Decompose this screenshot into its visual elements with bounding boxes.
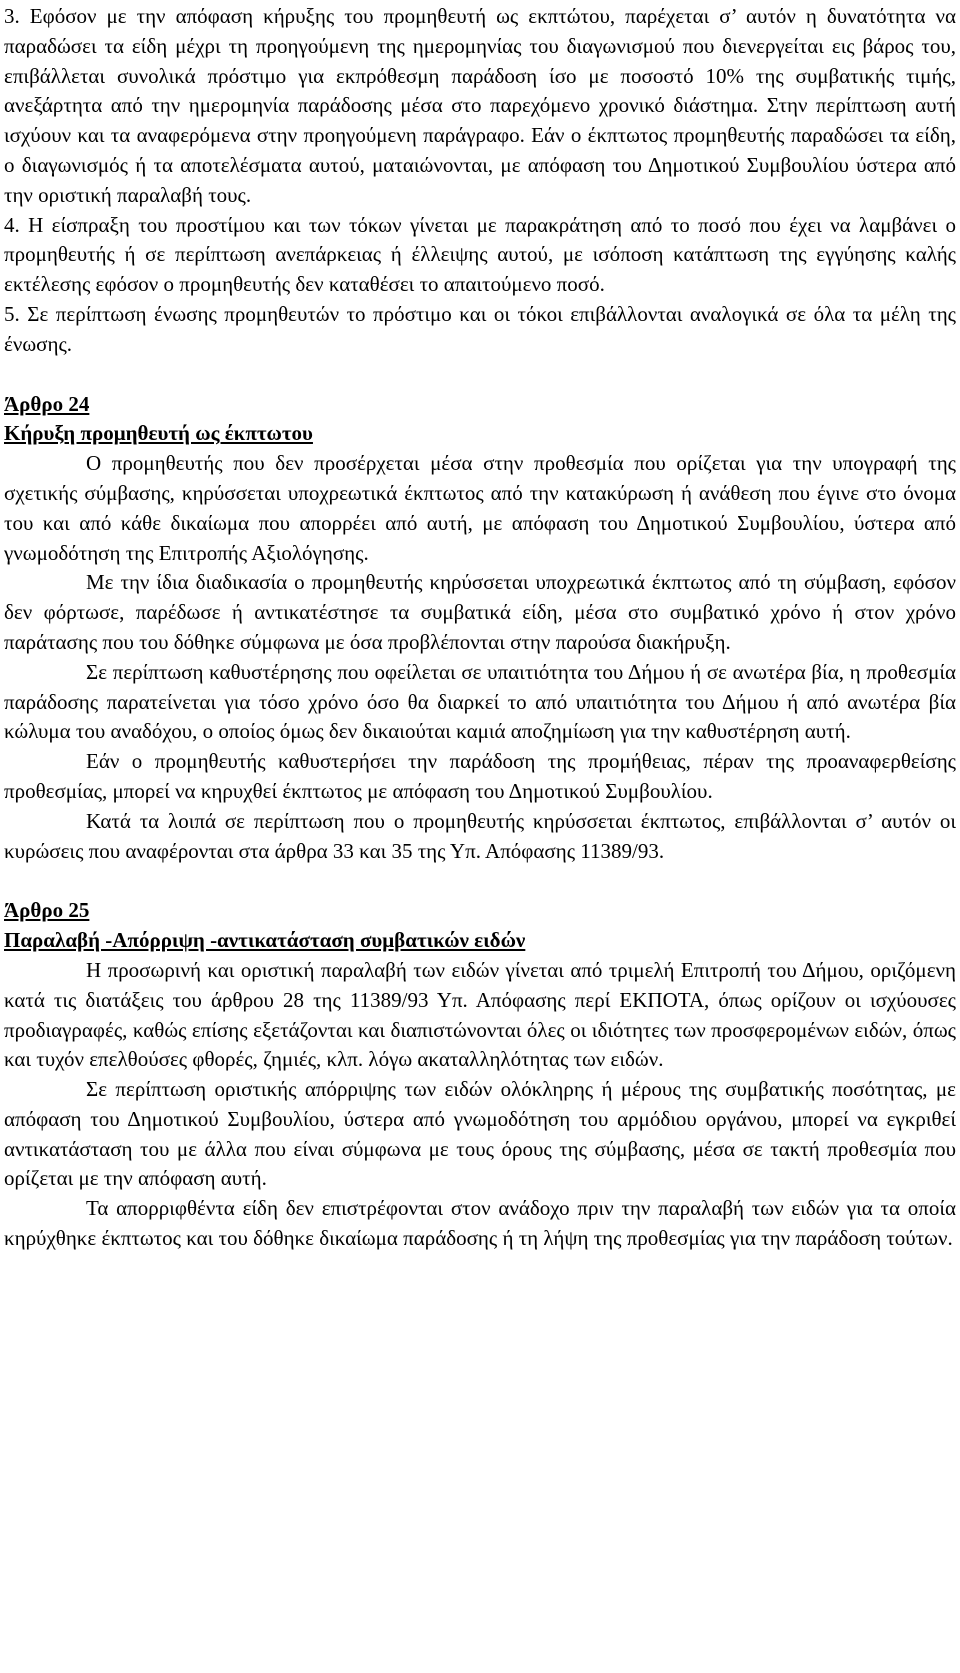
article-25-title: Παραλαβή -Απόρριψη -αντικατάσταση συμβατικών ειδών	[4, 928, 526, 953]
section-spacer	[4, 866, 956, 896]
article-24-paragraph: Εάν ο προμηθευτής καθυστερήσει την παράδοση της προμήθειας, πέραν της προαναφερθείσης προθεσμίας, μπορεί να κηρυχθεί έκπτωτος με απόφαση του Δημοτικού Συμβουλίου.	[4, 749, 956, 803]
paragraph-4: 4. Η είσπραξη του προστίμου και των τόκων γίνεται με παρακράτηση από το ποσό που έχει να λαμβάνει ο προμηθευτής ή σε περίπτωση ανεπάρκειας ή έλλειψης αυτού, με ισόποση κατάπτωση της εγγύησης καλής εκτέλεσης εφόσον ο προμηθευτής δεν καταθέσει το απαιτούμενο ποσό.	[4, 212, 956, 297]
article-25-paragraph: Τα απορριφθέντα είδη δεν επιστρέφονται στον ανάδοχο πριν την παραλαβή των ειδών για τα οποία κηρύχθηκε έκπτωτος και του δόθηκε δικαίωμα παράδοσης ή τη λήψη της προθεσμίας για την παράδοση τούτων.	[4, 1196, 956, 1251]
article-24-paragraph: Σε περίπτωση καθυστέρησης που οφείλεται σε υπαιτιότητα του Δήμου ή σε ανωτέρα βία, η προθεσμία παράδοσης παρατείνεται για τόσο χρόνο όσο θα διαρκεί το από υπαιτιότητα του Δήμου ή από ανωτέρα βία κώλυμα του αναδόχου, ο οποίος όμως δεν δικαιούται καμιά αποζημίωση για την καθυστέρηση αυτή.	[4, 659, 956, 744]
section-spacer	[4, 360, 956, 390]
article-24-paragraph: Ο προμηθευτής που δεν προσέρχεται μέσα στην προθεσμία που ορίζεται για την υπογραφή της σχετικής σύμβασης, κηρύσσεται υποχρεωτικά έκπτωτος από την κατακύρωση ή ανάθεση που έγινε στο όνομα του και από κάθε δικαίωμα που απορρέει από αυτή, με απόφαση του Δημοτικού Συμβουλίου, ύστερα από γνωμοδότηση της Επιτροπής Αξιολόγησης.	[4, 451, 956, 565]
article-25-number: Άρθρο 25	[4, 898, 90, 923]
article-24-paragraph: Με την ίδια διαδικασία ο προμηθευτής κηρύσσεται υποχρεωτικά έκπτωτος από τη σύμβαση, εφόσον δεν φόρτωσε, παρέδωσε ή αντικατέστησε τα συμβατικά είδη, μέσα στο συμβατικό χρόνο ή στον χρόνο παράτασης που του δόθηκε σύμφωνα με όσα προβλέπονται στην παρούσα διακήρυξη.	[4, 570, 956, 654]
article-24	[4, 390, 956, 867]
article-24-paragraph: Κατά τα λοιπά σε περίπτωση που ο προμηθευτής κηρύσσεται έκπτωτος, επιβάλλονται σ’ αυτόν οι κυρώσεις που αναφέρονται στα άρθρα 33 και 35 της Υπ. Απόφασης 11389/93.	[4, 808, 956, 863]
paragraph-5: 5. Σε περίπτωση ένωσης προμηθευτών το πρόστιμο και οι τόκοι επιβάλλονται αναλογικά σε όλα τα μέλη της ένωσης.	[4, 301, 956, 356]
article-25-paragraph: Η προσωρινή και οριστική παραλαβή των ειδών γίνεται από τριμελή Επιτροπή του Δήμου, οριζόμενη κατά τις διατάξεις του άρθρου 28 της 11389/93 Υπ. Απόφασης περί ΕΚΠΟΤΑ, όπως ορίζουν οι ισχύουσες προδιαγραφές, καθώς επίσης εξετάζονται και διαπιστώνονται όλες οι ιδιότητες των προσφερομένων ειδών, όπως και τυχόν επελθούσες φθορές, ζημιές, κλπ. λόγω ακαταλληλότητας των ειδών.	[4, 957, 956, 1072]
article-25	[4, 896, 956, 1254]
paragraph-3: 3. Εφόσον με την απόφαση κήρυξης του προμηθευτή ως εκπτώτου, παρέχεται σ’ αυτόν η δυνατότητα να παραδώσει τα είδη μέχρι τη προηγούμενη της ημερομηνίας του διαγωνισμού που διενεργείται εις βάρος του, επιβάλλεται συνολικά πρόστιμο για εκπρόθεσμη παράδοση ίσο με ποσοστό 10% της συμβατικής τιμής, ανεξάρτητα από την ημερομηνία παράδοσης μέσα στο παρεχόμενο χρονικό διάστημα. Στην περίπτωση αυτή ισχύουν και τα αναφερόμενα στην προηγούμενη παράγραφο. Εάν ο έκπτωτος προμηθευτής παραδώσει τα είδη, ο διαγωνισμός ή τα αποτελέσματα αυτού, ματαιώνονται, με απόφαση του Δημοτικού Συμβουλίου ύστερα από την οριστική παραλαβή τους.	[4, 4, 956, 207]
article-24-title: Κήρυξη προμηθευτή ως έκπτωτου	[4, 421, 313, 446]
article-25-paragraph: Σε περίπτωση οριστικής απόρριψης των ειδών ολόκληρης ή μέρους της συμβατικής ποσότητας, με απόφαση του Δημοτικού Συμβουλίου, ύστερα από γνωμοδότηση του αρμόδιου οργάνου, μπορεί να εγκριθεί αντικατάσταση του με άλλα που είναι σύμφωνα με τους όρους της σύμβασης, μέσα σε τακτή προθεσμία που ορίζεται με την απόφαση αυτή.	[4, 1077, 956, 1191]
article-24-number: Άρθρο 24	[4, 391, 90, 416]
